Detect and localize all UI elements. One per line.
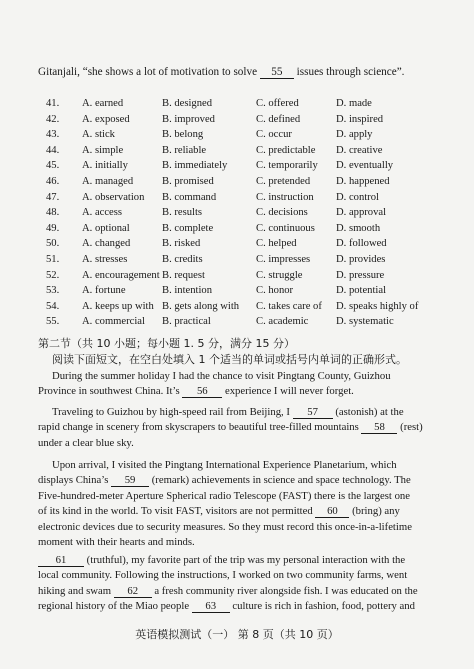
paragraph-line [38, 584, 438, 599]
option-d: D. creative [336, 144, 383, 156]
text-run: of its kind in the world. To visit FAST, visitors are not permitted [38, 505, 313, 518]
question-number: 55. [46, 316, 60, 328]
paragraph-line [38, 599, 438, 614]
option-a: A. observation [82, 191, 145, 203]
paragraph-line: Five-hundred-meter Aperture Spherical radio Telescope (FAST) there is the largest one [38, 489, 411, 502]
option-d: D. apply [336, 129, 373, 141]
option-d: D. provides [336, 253, 386, 265]
option-row [46, 112, 446, 128]
paragraph-3 [38, 458, 438, 550]
option-b: B. belong [162, 129, 204, 141]
option-a: A. optional [82, 222, 130, 234]
question-number: 51. [46, 253, 60, 265]
paragraph-line: During the summer holiday I had the chance to visit Pingtang County, Guizhou [52, 370, 391, 382]
option-d: D. made [336, 98, 372, 109]
blank-60: 60 [315, 506, 349, 518]
option-a: A. fortune [82, 285, 126, 297]
text-run: regional history of the Miao people [38, 600, 190, 613]
option-b: B. results [162, 207, 203, 219]
text-run: Province in southwest China. It’s [38, 385, 180, 398]
option-d: D. speaks highly of [336, 300, 419, 312]
option-a: A. exposed [82, 113, 130, 125]
option-row [46, 158, 446, 174]
option-d: D. smooth [336, 222, 381, 234]
option-a: A. commercial [82, 316, 145, 328]
text-run: (rest) [400, 421, 423, 434]
blank-56: 56 [182, 386, 222, 398]
option-c: C. offered [256, 98, 299, 109]
option-c: C. instruction [256, 191, 314, 203]
text-run: experience I will never forget. [224, 385, 354, 398]
question-number: 41. [46, 98, 60, 109]
option-c: C. decisions [256, 207, 308, 219]
option-row [46, 314, 446, 330]
option-a: A. keeps up with [82, 300, 154, 312]
option-b: B. intention [162, 285, 213, 297]
blank-57: 57 [293, 407, 333, 419]
option-row [46, 299, 446, 315]
text-run: hiking and swam [38, 584, 112, 597]
option-b: B. immediately [162, 160, 228, 172]
option-d: D. followed [336, 238, 387, 250]
question-number: 50. [46, 238, 60, 250]
option-c: C. honor [256, 285, 294, 297]
option-d: D. systematic [336, 316, 394, 328]
text-run: a fresh community river alongside fish. I was educated on the [154, 584, 418, 597]
text-run: (astonish) at the [335, 406, 404, 418]
question-number: 48. [46, 207, 60, 219]
paragraph-line: local community. Following the instructions, I worked on two community farms, went [38, 569, 408, 582]
section-heading: 第二节（共 10 小题；每小题 1. 5 分，满分 15 分） [38, 337, 295, 350]
paragraph-line [38, 405, 438, 420]
question-number: 46. [46, 175, 60, 187]
intro-text-before: Gitanjali, “she shows a lot of motivation to solve [38, 66, 258, 78]
blank-62: 62 [114, 586, 152, 598]
option-row [46, 190, 446, 206]
option-row [46, 174, 446, 190]
option-a: A. stresses [82, 253, 128, 265]
answer-options-list [46, 96, 446, 330]
option-a: A. access [82, 207, 123, 219]
option-c: C. struggle [256, 269, 303, 281]
question-number: 53. [46, 285, 60, 297]
option-b: B. request [162, 269, 205, 281]
option-a: A. initially [82, 160, 128, 172]
text-run: culture is rich in fashion, food, pottery and [232, 600, 415, 613]
paragraph-line [38, 473, 438, 488]
option-c: C. occur [256, 129, 292, 141]
option-c: C. pretended [256, 175, 311, 187]
question-number: 49. [46, 222, 60, 234]
text-run: (remark) achievements in science and space technology. The [151, 474, 411, 487]
question-number: 44. [46, 144, 60, 156]
question-number: 43. [46, 129, 60, 141]
option-row [46, 221, 446, 237]
text-run: rapid change in scenery from skyscrapers to beautiful tree-filled mountains [38, 421, 359, 434]
paragraph-line [38, 420, 438, 435]
option-row [46, 268, 446, 284]
option-c: C. temporarily [256, 160, 318, 172]
option-a: A. stick [82, 129, 115, 141]
option-a: A. simple [82, 144, 124, 156]
text-run: (truthful), my favorite part of the trip was my personal interaction with the [86, 554, 406, 566]
option-b: B. promised [162, 175, 214, 187]
option-c: C. takes care of [256, 300, 322, 312]
option-b: B. practical [162, 316, 211, 328]
option-d: D. eventually [336, 160, 394, 172]
paragraph-line [38, 553, 438, 568]
paragraph-line: moment with their hearts and minds. [38, 536, 195, 549]
option-d: D. approval [336, 207, 387, 219]
question-number: 47. [46, 191, 60, 203]
paragraph-4 [38, 553, 438, 615]
intro-text-after: issues through science”. [296, 66, 405, 78]
paragraph-line: Upon arrival, I visited the Pingtang International Experience Planetarium, which [52, 459, 397, 471]
question-number: 45. [46, 160, 60, 172]
text-run: displays China’s [38, 474, 109, 487]
option-d: D. inspired [336, 113, 384, 125]
blank-55: 55 [260, 67, 294, 79]
option-d: D. control [336, 191, 379, 203]
paragraph-2 [38, 405, 438, 451]
option-d: D. potential [336, 285, 387, 297]
option-row [46, 236, 446, 252]
option-b: B. command [162, 191, 217, 203]
question-number: 54. [46, 300, 60, 312]
option-b: B. designed [162, 98, 213, 109]
option-c: C. defined [256, 113, 301, 125]
option-row [46, 143, 446, 159]
option-b: B. risked [162, 238, 201, 250]
page-footer: 英语模拟测试（一） 第 8 页（共 10 页） [135, 628, 339, 641]
blank-63: 63 [192, 601, 230, 613]
option-row [46, 127, 446, 143]
option-b: B. credits [162, 253, 203, 265]
paragraph-line [38, 384, 438, 399]
option-c: C. academic [256, 316, 309, 328]
blank-59: 59 [111, 475, 149, 487]
option-a: A. encouragement [82, 269, 160, 281]
option-row [46, 205, 446, 221]
option-b: B. complete [162, 222, 214, 234]
option-b: B. gets along with [162, 300, 240, 312]
option-c: C. impresses [256, 253, 311, 265]
paragraph-line: under a clear blue sky. [38, 436, 134, 449]
option-d: D. pressure [336, 269, 385, 281]
intro-sentence [38, 65, 404, 79]
option-row [46, 283, 446, 299]
option-a: A. changed [82, 238, 131, 250]
option-b: B. reliable [162, 144, 207, 156]
question-number: 42. [46, 113, 60, 125]
option-c: C. helped [256, 238, 297, 250]
option-row [46, 252, 446, 268]
option-row [46, 96, 446, 112]
text-run: (bring) any [352, 505, 400, 518]
section-instruction: 阅读下面短文，在空白处填入 1 个适当的单词或括号内单词的正确形式。 [52, 353, 407, 366]
option-a: A. managed [82, 175, 134, 187]
option-c: C. continuous [256, 222, 315, 234]
paragraph-line [38, 504, 438, 519]
paragraph-line: electronic devices due to security measures. So they must record this once-in-a-lifetime [38, 520, 412, 533]
paragraph-1 [38, 369, 438, 400]
option-b: B. improved [162, 113, 215, 125]
blank-61: 61 [38, 555, 84, 567]
option-d: D. happened [336, 175, 390, 187]
blank-58: 58 [361, 422, 397, 434]
option-a: A. earned [82, 98, 124, 109]
question-number: 52. [46, 269, 60, 281]
text-run: Traveling to Guizhou by high-speed rail from Beijing, I [52, 406, 290, 418]
option-c: C. predictable [256, 144, 316, 156]
